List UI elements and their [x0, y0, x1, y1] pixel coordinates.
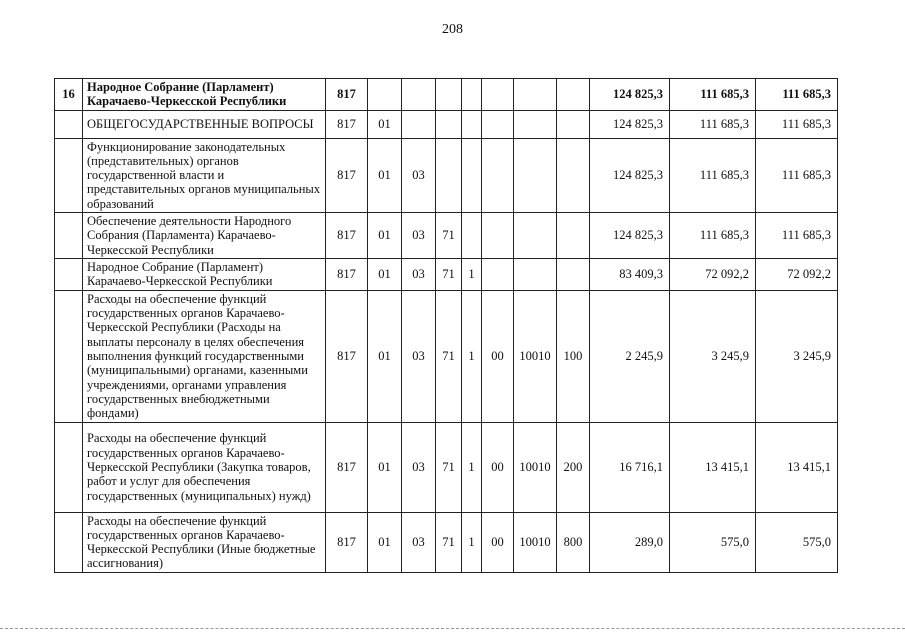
expense-type-cell: 800 [557, 512, 590, 572]
item-name-cell: Народное Собрание (Парламент) Карачаево-Черкесской Республики [83, 79, 326, 111]
department-code-cell: 817 [326, 258, 368, 290]
amount-year1-cell: 83 409,3 [590, 258, 670, 290]
amount-year2-cell: 111 685,3 [670, 110, 756, 138]
item-name-cell: Обеспечение деятельности Народного Собрания (Парламента) Карачаево-Черкесской Республики [83, 213, 326, 259]
amount-year2-cell: 575,0 [670, 512, 756, 572]
budget-table-body [55, 79, 838, 573]
section-code-cell [368, 79, 402, 111]
section-code-cell: 01 [368, 213, 402, 259]
amount-year1-cell: 124 825,3 [590, 79, 670, 111]
activity-code-cell [482, 79, 514, 111]
row-number-cell [55, 512, 83, 572]
program-code-cell [436, 138, 462, 212]
activity-code-cell [482, 138, 514, 212]
subprogram-code-cell: 1 [462, 258, 482, 290]
row-number-cell [55, 138, 83, 212]
department-code-cell: 817 [326, 79, 368, 111]
department-code-cell: 817 [326, 422, 368, 512]
table-row [55, 290, 838, 422]
section-code-cell: 01 [368, 512, 402, 572]
expense-type-cell: 200 [557, 422, 590, 512]
item-name-cell: Народное Собрание (Парламент) Карачаево-Черкесской Республики [83, 258, 326, 290]
amount-year3-cell: 111 685,3 [756, 213, 838, 259]
activity-code-cell [482, 258, 514, 290]
program-code-cell: 71 [436, 422, 462, 512]
subprogram-code-cell [462, 79, 482, 111]
activity-code-cell: 00 [482, 290, 514, 422]
activity-code-cell [482, 213, 514, 259]
direction-code-cell: 10010 [514, 512, 557, 572]
expense-type-cell [557, 110, 590, 138]
subprogram-code-cell: 1 [462, 422, 482, 512]
activity-code-cell: 00 [482, 512, 514, 572]
subsection-code-cell: 03 [402, 422, 436, 512]
amount-year2-cell: 111 685,3 [670, 79, 756, 111]
table-row [55, 213, 838, 259]
row-number-cell [55, 422, 83, 512]
amount-year2-cell: 13 415,1 [670, 422, 756, 512]
table-row [55, 138, 838, 212]
table-row [55, 79, 838, 111]
department-code-cell: 817 [326, 512, 368, 572]
amount-year3-cell: 111 685,3 [756, 79, 838, 111]
item-name-cell: Расходы на обеспечение функций государственных органов Карачаево-Черкесской Республики (Расходы на выплаты персоналу в целях обеспечения выполнения функций государственными (муниципальными) органами, казенными учреждениями, органами управления государственных внебюджетными фондами) [83, 290, 326, 422]
department-code-cell: 817 [326, 110, 368, 138]
amount-year1-cell: 124 825,3 [590, 213, 670, 259]
section-code-cell: 01 [368, 110, 402, 138]
subprogram-code-cell: 1 [462, 512, 482, 572]
amount-year3-cell: 3 245,9 [756, 290, 838, 422]
expense-type-cell: 100 [557, 290, 590, 422]
program-code-cell: 71 [436, 213, 462, 259]
subprogram-code-cell: 1 [462, 290, 482, 422]
row-number-cell [55, 110, 83, 138]
direction-code-cell [514, 213, 557, 259]
direction-code-cell: 10010 [514, 290, 557, 422]
expense-type-cell [557, 138, 590, 212]
section-code-cell: 01 [368, 290, 402, 422]
expense-type-cell [557, 258, 590, 290]
amount-year1-cell: 124 825,3 [590, 110, 670, 138]
section-code-cell: 01 [368, 422, 402, 512]
bottom-rule [0, 628, 905, 629]
subsection-code-cell: 03 [402, 512, 436, 572]
section-code-cell: 01 [368, 138, 402, 212]
program-code-cell [436, 110, 462, 138]
amount-year2-cell: 3 245,9 [670, 290, 756, 422]
department-code-cell: 817 [326, 138, 368, 212]
subsection-code-cell [402, 110, 436, 138]
amount-year2-cell: 72 092,2 [670, 258, 756, 290]
subprogram-code-cell [462, 213, 482, 259]
program-code-cell [436, 79, 462, 111]
row-number-cell [55, 213, 83, 259]
item-name-cell: Функционирование законодательных (представительных) органов государственной власти и представительных органов муниципальных образований [83, 138, 326, 212]
subsection-code-cell: 03 [402, 258, 436, 290]
item-name-cell: ОБЩЕГОСУДАРСТВЕННЫЕ ВОПРОСЫ [83, 110, 326, 138]
row-number-cell [55, 290, 83, 422]
activity-code-cell: 00 [482, 422, 514, 512]
row-number-cell [55, 258, 83, 290]
expense-type-cell [557, 79, 590, 111]
amount-year2-cell: 111 685,3 [670, 213, 756, 259]
department-code-cell: 817 [326, 290, 368, 422]
subprogram-code-cell [462, 110, 482, 138]
amount-year2-cell: 111 685,3 [670, 138, 756, 212]
expense-type-cell [557, 213, 590, 259]
direction-code-cell [514, 138, 557, 212]
item-name-cell: Расходы на обеспечение функций государственных органов Карачаево-Черкесской Республики (Закупка товаров, работ и услуг для обеспечения государственных (муниципальных) нужд) [83, 422, 326, 512]
amount-year1-cell: 16 716,1 [590, 422, 670, 512]
activity-code-cell [482, 110, 514, 138]
item-name-cell: Расходы на обеспечение функций государственных органов Карачаево-Черкесской Республики (Иные бюджетные ассигнования) [83, 512, 326, 572]
table-row [55, 258, 838, 290]
direction-code-cell [514, 258, 557, 290]
section-code-cell: 01 [368, 258, 402, 290]
budget-table-wrapper [54, 78, 838, 573]
direction-code-cell [514, 79, 557, 111]
subsection-code-cell: 03 [402, 213, 436, 259]
amount-year3-cell: 13 415,1 [756, 422, 838, 512]
amount-year3-cell: 72 092,2 [756, 258, 838, 290]
amount-year3-cell: 111 685,3 [756, 110, 838, 138]
program-code-cell: 71 [436, 258, 462, 290]
subsection-code-cell: 03 [402, 290, 436, 422]
amount-year3-cell: 111 685,3 [756, 138, 838, 212]
amount-year1-cell: 2 245,9 [590, 290, 670, 422]
subsection-code-cell: 03 [402, 138, 436, 212]
page-number: 208 [442, 22, 463, 37]
table-row [55, 110, 838, 138]
amount-year1-cell: 124 825,3 [590, 138, 670, 212]
subprogram-code-cell [462, 138, 482, 212]
budget-table [54, 78, 838, 573]
program-code-cell: 71 [436, 512, 462, 572]
amount-year3-cell: 575,0 [756, 512, 838, 572]
subsection-code-cell [402, 79, 436, 111]
department-code-cell: 817 [326, 213, 368, 259]
table-row [55, 512, 838, 572]
direction-code-cell: 10010 [514, 422, 557, 512]
direction-code-cell [514, 110, 557, 138]
table-row [55, 422, 838, 512]
amount-year1-cell: 289,0 [590, 512, 670, 572]
row-number-cell: 16 [55, 79, 83, 111]
program-code-cell: 71 [436, 290, 462, 422]
